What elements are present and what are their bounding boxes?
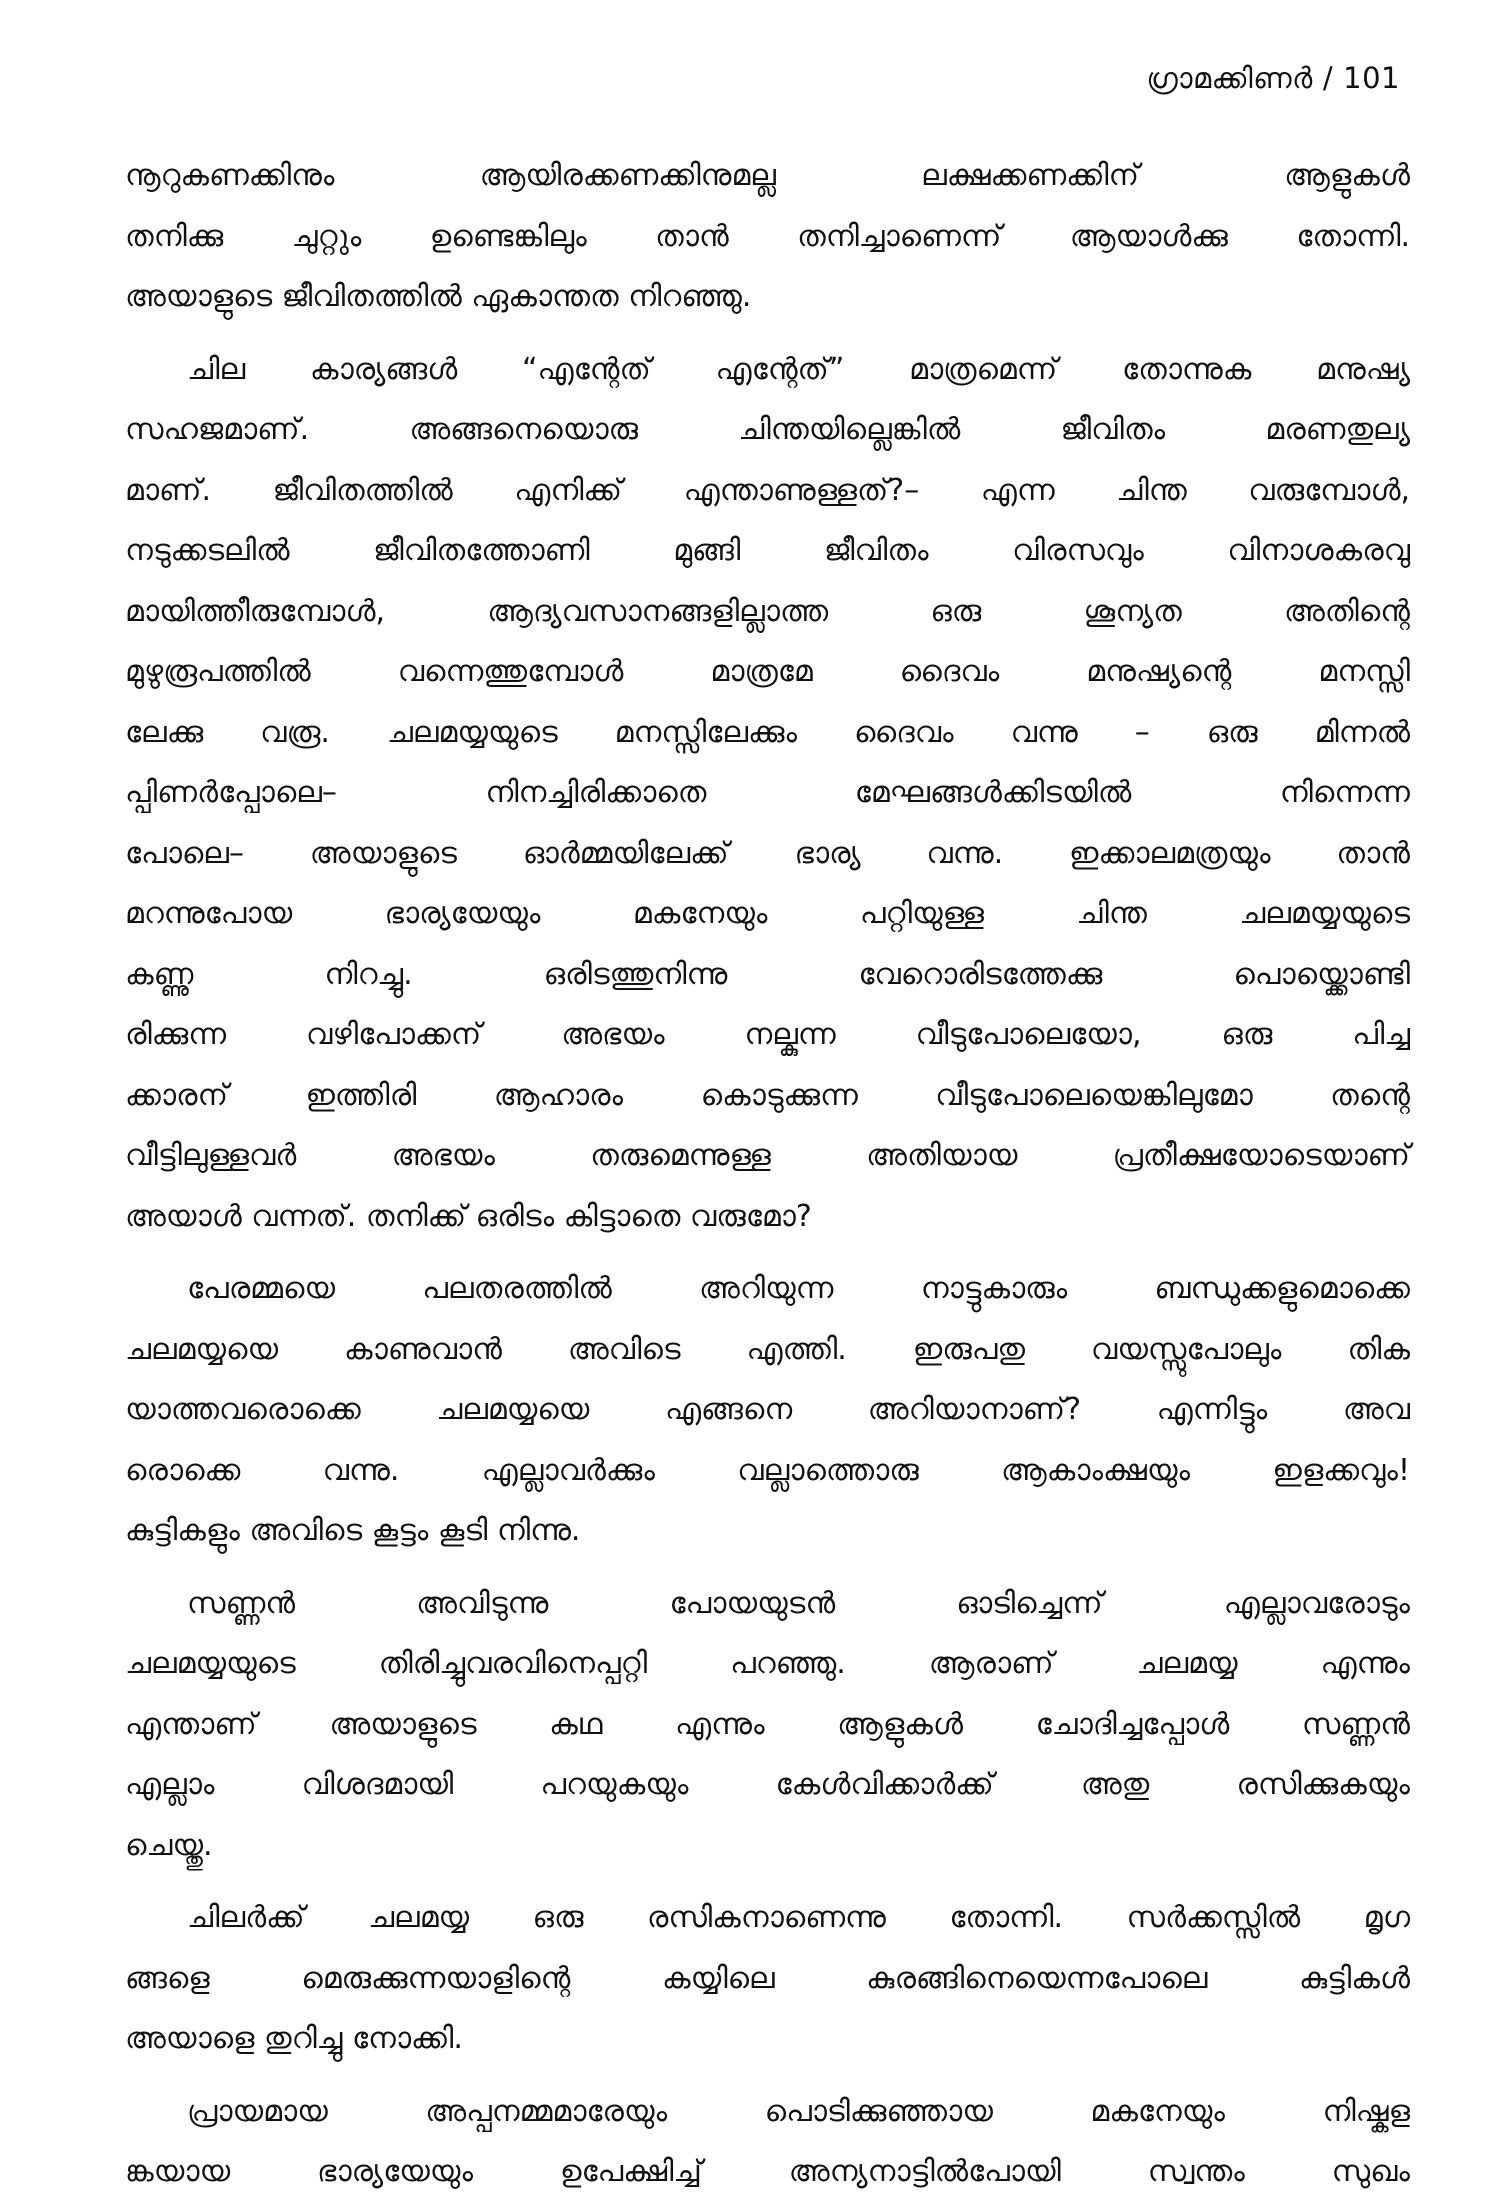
text-line: ചില കാര്യങ്ങൾ “എന്റേത് എന്റേത്” മാത്രമെന്ന് തോന്നുക മനുഷ്യ (187, 351, 1410, 387)
paragraph (125, 1259, 1410, 1562)
text-line: അയാളെ തുറിച്ചു നോക്കി. (125, 2021, 463, 2056)
text-line: തനിക്കു ചുറ്റും ഉണ്ടെങ്കിലും താൻ തനിച്ചാണെന്ന് ആയാൾക്കു തോന്നി. (125, 218, 1410, 254)
text-line: ചെയ്തു. (125, 1827, 213, 1863)
text-line: അയാളുടെ ജീവിതത്തിൽ ഏകാന്തത നിറഞ്ഞു. (125, 279, 752, 314)
text-line: പേരമ്മയെ പലതരത്തിൽ അറിയുന്ന നാട്ടുകാരും ബന്ധുക്കളുമൊക്കെ (187, 1271, 1410, 1306)
text-line: അയാൾ വന്നത്. തനിക്ക് ഒരിടം കിട്ടാതെ വരുമോ? (125, 1198, 812, 1234)
book-title: ഗ്രാമക്കിണർ (1146, 61, 1313, 95)
paragraph (125, 1574, 1410, 1877)
text-line: സഹജമാണ്. അങ്ങനെയൊരു ചിന്തയില്ലെങ്കിൽ ജീവിതം മരണതുല്യ (125, 412, 1410, 447)
paragraph (125, 2082, 1410, 2203)
body-text (125, 146, 1410, 2203)
text-line: എന്താണ് അയാളുടെ കഥ എന്നും ആളുകൾ ചോദിച്ചപ്പോൾ സണ്ണൻ (125, 1706, 1410, 1742)
text-line: സണ്ണൻ അവിടുന്നു പോയയുടൻ ഓടിച്ചെന്ന് എല്ലാവരോടും (187, 1585, 1410, 1621)
text-line: ങ്ങളെ മെരുക്കുന്നയാളിന്റെ കയ്യിലെ കുരങ്ങിനെയെന്നപോലെ കുട്ടികൾ (125, 1960, 1410, 1996)
text-line: മായിത്തീരുമ്പോൾ, ആദ്യവസാനങ്ങളില്ലാത്ത ഒരു ശൂന്യത അതിന്റെ (125, 593, 1410, 629)
text-line: രിക്കുന്ന വഴിപോക്കന് അഭയം നല്കുന്ന വീടുപോലെയോ, ഒരു പിച്ച (125, 1017, 1410, 1052)
text-line: ചിലർക്ക് ചലമയ്യ ഒരു രസികനാണെന്നു തോന്നി. സർക്കസ്സിൽ മൃഗ (187, 1900, 1410, 1935)
header-separator: / (1322, 61, 1334, 95)
text-line: വീട്ടിലുള്ളവർ അഭയം തരുമെന്നുള്ള അതിയായ പ്രതീക്ഷയോടെയാണ് (125, 1138, 1410, 1173)
text-line: മറന്നുപോയ ഭാര്യയേയും മകനേയും പറ്റിയുള്ള ചിന്ത ചലമയ്യയുടെ (125, 896, 1410, 931)
text-line: ലേക്കു വരൂ. ചലമയ്യയുടെ മനസ്സിലേക്കും ദൈവം വന്നു – ഒരു മിന്നൽ (125, 714, 1410, 750)
text-line: ങ്കയായ ഭാര്യയേയും ഉപേക്ഷിച്ച് അന്യനാട്ടിൽപോയി സ്വന്തം സുഖം (125, 2154, 1410, 2189)
text-line: മാണ്. ജീവിതത്തിൽ എനിക്ക് എന്താണുള്ളത്?– എന്ന ചിന്ത വരുമ്പോൾ, (125, 472, 1410, 508)
text-line: പ്രായമായ അപ്പനമ്മമാരേയും പൊടിക്കുഞ്ഞായ മകനേയും നിഷ്കള (187, 2093, 1410, 2129)
text-line: എല്ലാം വിശദമായി പറയുകയും കേൾവിക്കാർക്ക് അതു രസിക്കുകയും (125, 1767, 1410, 1802)
text-line: യാത്തവരൊക്കെ ചലമയ്യയെ എങ്ങനെ അറിയാനാണ്? എന്നിട്ടും അവ (125, 1392, 1410, 1427)
text-line: ചലമയ്യയെ കാണുവാൻ അവിടെ എത്തി. ഇരുപതു വയസ്സുപോലും തിക (125, 1331, 1410, 1367)
text-line: ക്കാരന് ഇത്തിരി ആഹാരം കൊടുക്കുന്ന വീടുപോലെയെങ്കിലുമോ തന്റെ (125, 1077, 1410, 1113)
running-header (1146, 58, 1400, 98)
text-line: രൊക്കെ വന്നു. എല്ലാവർക്കും വല്ലാത്തൊരു ആകാംക്ഷയും ഇളക്കവും! (125, 1452, 1410, 1488)
paragraph (125, 340, 1410, 1248)
page-number: 101 (1343, 61, 1400, 95)
text-line: കണ്ണു നിറച്ചു. ഒരിടത്തുനിന്നു വേറൊരിടത്തേക്കു പൊയ്ക്കൊണ്ടി (125, 956, 1410, 992)
text-line: നടുക്കടലിൽ ജീവിതത്തോണി മുങ്ങി ജീവിതം വിരസവും വിനാശകരവു (125, 533, 1410, 568)
text-line: നൂറുകണക്കിനും ആയിരക്കണക്കിനുമല്ല ലക്ഷക്കണക്കിന് ആളുകൾ (125, 158, 1410, 193)
text-line: പ്പിണർപ്പോലെ– നിനച്ചിരിക്കാതെ മേഘങ്ങൾക്കിടയിൽ നിന്നെന്ന (125, 775, 1410, 810)
paragraph (125, 1888, 1410, 2070)
text-line: കുട്ടികളും അവിടെ കൂട്ടം കൂടി നിന്നു. (125, 1513, 581, 1548)
text-line: മുഴുരൂപത്തിൽ വന്നെത്തുമ്പോൾ മാത്രമേ ദൈവം മനുഷ്യന്റെ മനസ്സി (125, 654, 1410, 689)
text-line: പോലെ– അയാളുടെ ഓർമ്മയിലേക്ക് ഭാര്യ വന്നു. ഇക്കാലമത്രയും താൻ (125, 835, 1410, 871)
paragraph (125, 146, 1410, 328)
text-line: ചലമയ്യയുടെ തിരിച്ചുവരവിനെപ്പറ്റി പറഞ്ഞു. ആരാണ് ചലമയ്യ എന്നും (125, 1646, 1410, 1681)
